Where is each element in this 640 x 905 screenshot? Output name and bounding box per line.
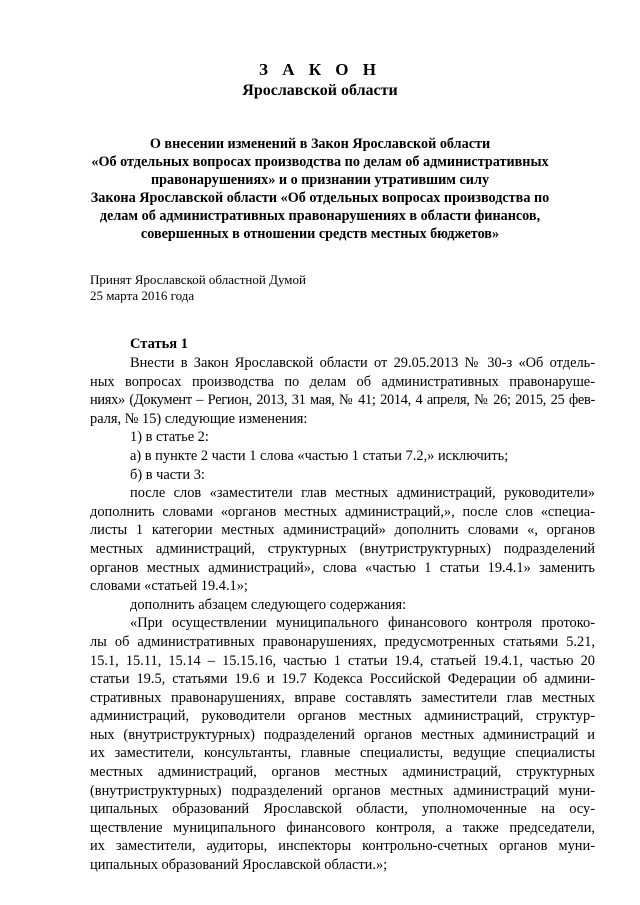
title-line: совершенных в отношении средств местных бюджетов» (140, 226, 500, 242)
paragraph-line: словами «статьей 19.4.1»; (90, 578, 248, 595)
paragraph-line: статьи 19.5, статьями 19.6 и 19.7 Кодекса Российской Федерации об админи- (90, 671, 595, 688)
paragraph-line: Внести в Закон Ярославской области от 29.05.2013 № 30-з «Об отдель- (130, 355, 595, 371)
article-heading: Статья 1 (130, 336, 188, 352)
paragraph-line: их заместители, консультанты, главные специалисты, ведущие специалисты (90, 745, 595, 762)
adoption-line: Принят Ярославской областной Думой (90, 272, 306, 287)
title-line: О внесении изменений в Закон Ярославской области (149, 136, 491, 152)
paragraph-line: 1) в статье 2: (130, 429, 209, 446)
law-region: Ярославской области (242, 82, 398, 99)
paragraph-line: ных (внутриструктурных) подразделений органов местных администраций и (90, 726, 595, 743)
paragraph-line: дополнить словами «органов местных администраций,», после слов «специа- (90, 503, 595, 520)
law-heading: З А К О Н (258, 60, 382, 79)
paragraph-line: после слов «заместители глав местных администраций, руководители» (130, 485, 595, 502)
paragraph-line: местных администраций, органов местных администраций, структурных (90, 764, 595, 781)
title-line: Закона Ярославской области «Об отдельных вопросах производства по (90, 190, 550, 206)
paragraph-line: ных вопросах производства по делам об административных правонаруше- (90, 373, 595, 390)
title-line: «Об отдельных вопросах производства по делам об административных (91, 154, 549, 170)
paragraph-line: администраций, руководители органов местных администраций, структур- (90, 708, 595, 725)
paragraph-line: ципальных образований Ярославской области.»; (90, 857, 388, 874)
paragraph-line: ниях» (Документ – Регион, 2013, 31 мая, № 41; 2014, 4 апреля, № 26; 2015, 25 фев- (90, 392, 595, 409)
paragraph-line: стративных правонарушениях, вправе составлять заместители глав местных (90, 689, 595, 706)
paragraph-line: лы об административных правонарушениях, предусмотренных статьями 5.21, (90, 633, 595, 650)
paragraph-line: ципальных образований Ярославской области, уполномоченные на осу- (90, 801, 595, 818)
paragraph-line: их заместители, аудиторы, инспекторы контрольно-счетных органов муни- (90, 838, 595, 855)
paragraph-line: ществление муниципального финансового контроля, а также председатели, (90, 819, 595, 836)
title-line: делам об административных правонарушениях в области финансов, (99, 208, 541, 224)
paragraph-line: листы 1 категории местных администраций» дополнить словами «, органов (90, 522, 595, 539)
paragraph-line: органов местных администраций», слова «частью 1 статьи 19.4.1» заменить (90, 559, 595, 576)
paragraph-line: «При осуществлении муниципального финансового контроля протоко- (130, 615, 595, 632)
title-line: правонарушениях» и о признании утратившим силу (150, 172, 490, 188)
paragraph-line: дополнить абзацем следующего содержания: (130, 596, 407, 613)
paragraph-line: б) в части 3: (130, 466, 205, 483)
paragraph-line: местных администраций, структурных (внутриструктурных) подразделений (90, 540, 595, 557)
paragraph-line: раля, № 15) следующие изменения: (90, 410, 308, 427)
paragraph-line: (внутриструктурных) подразделений органов местных администраций муни- (90, 782, 595, 799)
paragraph-line: а) в пункте 2 части 1 слова «частью 1 статьи 7.2,» исключить; (130, 447, 509, 464)
article-body (90, 354, 595, 875)
adoption-date: 25 марта 2016 года (90, 288, 195, 303)
paragraph-line: 15.1, 15.11, 15.14 – 15.15.16, частью 1 статьи 19.4, статьей 19.4.1, частью 20 (90, 652, 595, 669)
